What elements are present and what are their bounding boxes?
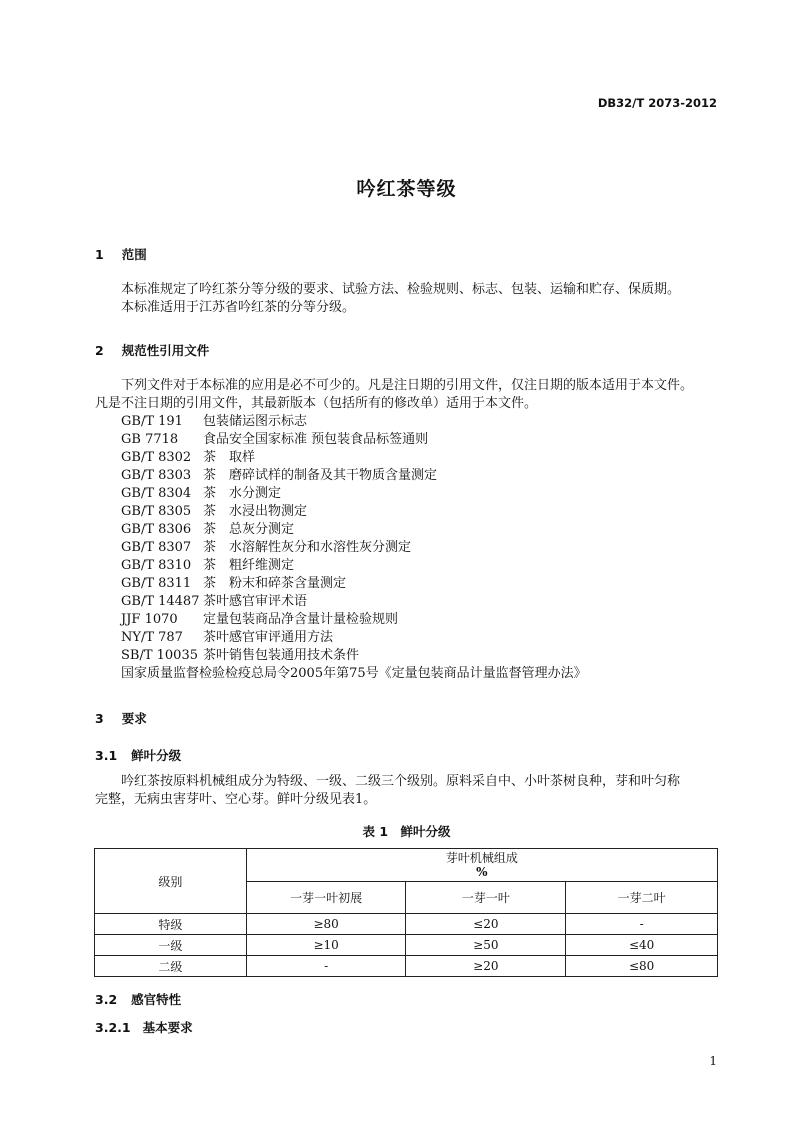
reference-code: GB/T 8310	[121, 558, 192, 573]
grade-cell: 特级	[95, 914, 247, 935]
reference-code: NY/T 787	[121, 630, 183, 645]
value-cell: ≤20	[406, 914, 566, 935]
table-header-grade: 级别	[95, 849, 247, 914]
table-row	[95, 956, 718, 977]
reference-item	[121, 611, 587, 629]
reference-list	[121, 413, 587, 683]
section-number: 1	[95, 247, 104, 262]
section-number: 3.2.1	[95, 1020, 131, 1035]
section-3-1-para-1: 吟红茶按原料机械组成分为特级、一级、二级三个级别。原料采自中、小叶茶树良种，芽和叶匀称	[121, 774, 681, 789]
section-3-2-1-heading	[95, 1018, 193, 1036]
reference-code: GB 7718	[121, 432, 179, 447]
grade-cell: 一级	[95, 935, 247, 956]
reference-code: GB/T 8302	[121, 450, 192, 465]
reference-code: GB/T 8305	[121, 504, 192, 519]
value-cell: -	[246, 956, 406, 977]
reference-item	[121, 557, 587, 575]
table-row	[95, 935, 718, 956]
value-cell: -	[566, 914, 718, 935]
reference-item	[121, 539, 587, 557]
table-col-header: 一芽二叶	[566, 882, 718, 914]
reference-item	[121, 449, 587, 467]
reference-item	[121, 413, 587, 431]
reference-item-regulation: 国家质量监督检验检疫总局令2005年第75号《定量包装商品计量监督管理办法》	[121, 666, 587, 681]
section-title: 要求	[121, 711, 147, 726]
fresh-leaf-grade-table	[94, 848, 718, 977]
reference-code: GB/T 8311	[121, 576, 192, 591]
reference-title: 茶 水浸出物测定	[203, 504, 308, 519]
reference-title: 茶 总灰分测定	[203, 522, 295, 537]
section-3-2-heading	[95, 990, 181, 1008]
section-2-intro-2: 凡是不注日期的引用文件，其最新版本（包括所有的修改单）适用于本文件。	[95, 396, 538, 411]
reference-item	[121, 503, 587, 521]
value-cell: ≥50	[406, 935, 566, 956]
section-3-heading	[95, 709, 147, 727]
group-unit: %	[476, 865, 488, 879]
reference-code: GB/T 8307	[121, 540, 192, 555]
table-header-group	[246, 849, 717, 882]
document-code: DB32/T 2073-2012	[597, 96, 717, 110]
section-number: 3	[95, 711, 104, 726]
reference-title: 茶叶销售包装通用技术条件	[203, 648, 360, 663]
section-title: 规范性引用文件	[121, 343, 210, 358]
section-3-1-para-2: 完整，无病虫害芽叶、空心芽。鲜叶分级见表1。	[95, 792, 377, 807]
section-title: 感官特性	[131, 992, 182, 1007]
reference-title: 茶 磨碎试样的制备及其干物质含量测定	[203, 468, 438, 483]
table-caption: 表 1 鲜叶分级	[362, 824, 451, 839]
reference-title: 定量包装商品净含量计量检验规则	[203, 612, 399, 627]
section-number: 3.2	[95, 992, 118, 1007]
section-number: 3.1	[95, 748, 118, 763]
section-2-intro-1: 下列文件对于本标准的应用是必不可少的。凡是注日期的引用文件，仅注日期的版本适用于本文件。	[121, 378, 694, 393]
reference-title: 茶叶感官审评通用方法	[203, 630, 334, 645]
reference-title: 包装储运图示标志	[203, 414, 308, 429]
reference-item	[121, 485, 587, 503]
reference-item	[121, 647, 587, 665]
reference-title: 茶 粗纤维测定	[203, 558, 295, 573]
section-number: 2	[95, 343, 104, 358]
reference-code: GB/T 8304	[121, 486, 192, 501]
reference-code: GB/T 8306	[121, 522, 192, 537]
reference-code: SB/T 10035	[121, 648, 198, 663]
reference-title: 食品安全国家标准 预包装食品标签通则	[203, 432, 429, 447]
section-3-1-heading	[95, 746, 181, 764]
section-1-para-1: 本标准规定了吟红茶分等分级的要求、试验方法、检验规则、标志、包装、运输和贮存、保质期。	[121, 282, 681, 297]
table-col-header: 一芽一叶初展	[246, 882, 406, 914]
value-cell: ≥80	[246, 914, 406, 935]
reference-code: GB/T 14487	[121, 594, 200, 609]
section-1-heading	[95, 245, 147, 263]
section-title: 基本要求	[142, 1020, 193, 1035]
table-row	[95, 914, 718, 935]
reference-code: JJF 1070	[121, 612, 178, 627]
grade-cell: 二级	[95, 956, 247, 977]
section-2-heading	[95, 341, 209, 359]
reference-title: 茶 粉末和碎茶含量测定	[203, 576, 347, 591]
section-title: 鲜叶分级	[131, 748, 182, 763]
page-number: 1	[709, 1054, 717, 1068]
value-cell: ≤80	[566, 956, 718, 977]
reference-item	[121, 629, 587, 647]
section-1-para-2: 本标准适用于江苏省吟红茶的分等分级。	[121, 300, 356, 315]
document-title: 吟红茶等级	[356, 178, 457, 200]
reference-item	[121, 521, 587, 539]
reference-title: 茶 取样	[203, 450, 256, 465]
section-title: 范围	[121, 247, 147, 262]
reference-item	[121, 593, 587, 611]
reference-code: GB/T 8303	[121, 468, 192, 483]
reference-item	[121, 467, 587, 485]
reference-title: 茶叶感官审评术语	[203, 594, 308, 609]
reference-item	[121, 431, 587, 449]
value-cell: ≤40	[566, 935, 718, 956]
reference-title: 茶 水分测定	[203, 486, 282, 501]
reference-code: GB/T 191	[121, 414, 183, 429]
table-col-header: 一芽一叶	[406, 882, 566, 914]
reference-title: 茶 水溶解性灰分和水溶性灰分测定	[203, 540, 412, 555]
value-cell: ≥20	[406, 956, 566, 977]
reference-item	[121, 575, 587, 593]
group-title: 芽叶机械组成	[445, 851, 518, 865]
value-cell: ≥10	[246, 935, 406, 956]
